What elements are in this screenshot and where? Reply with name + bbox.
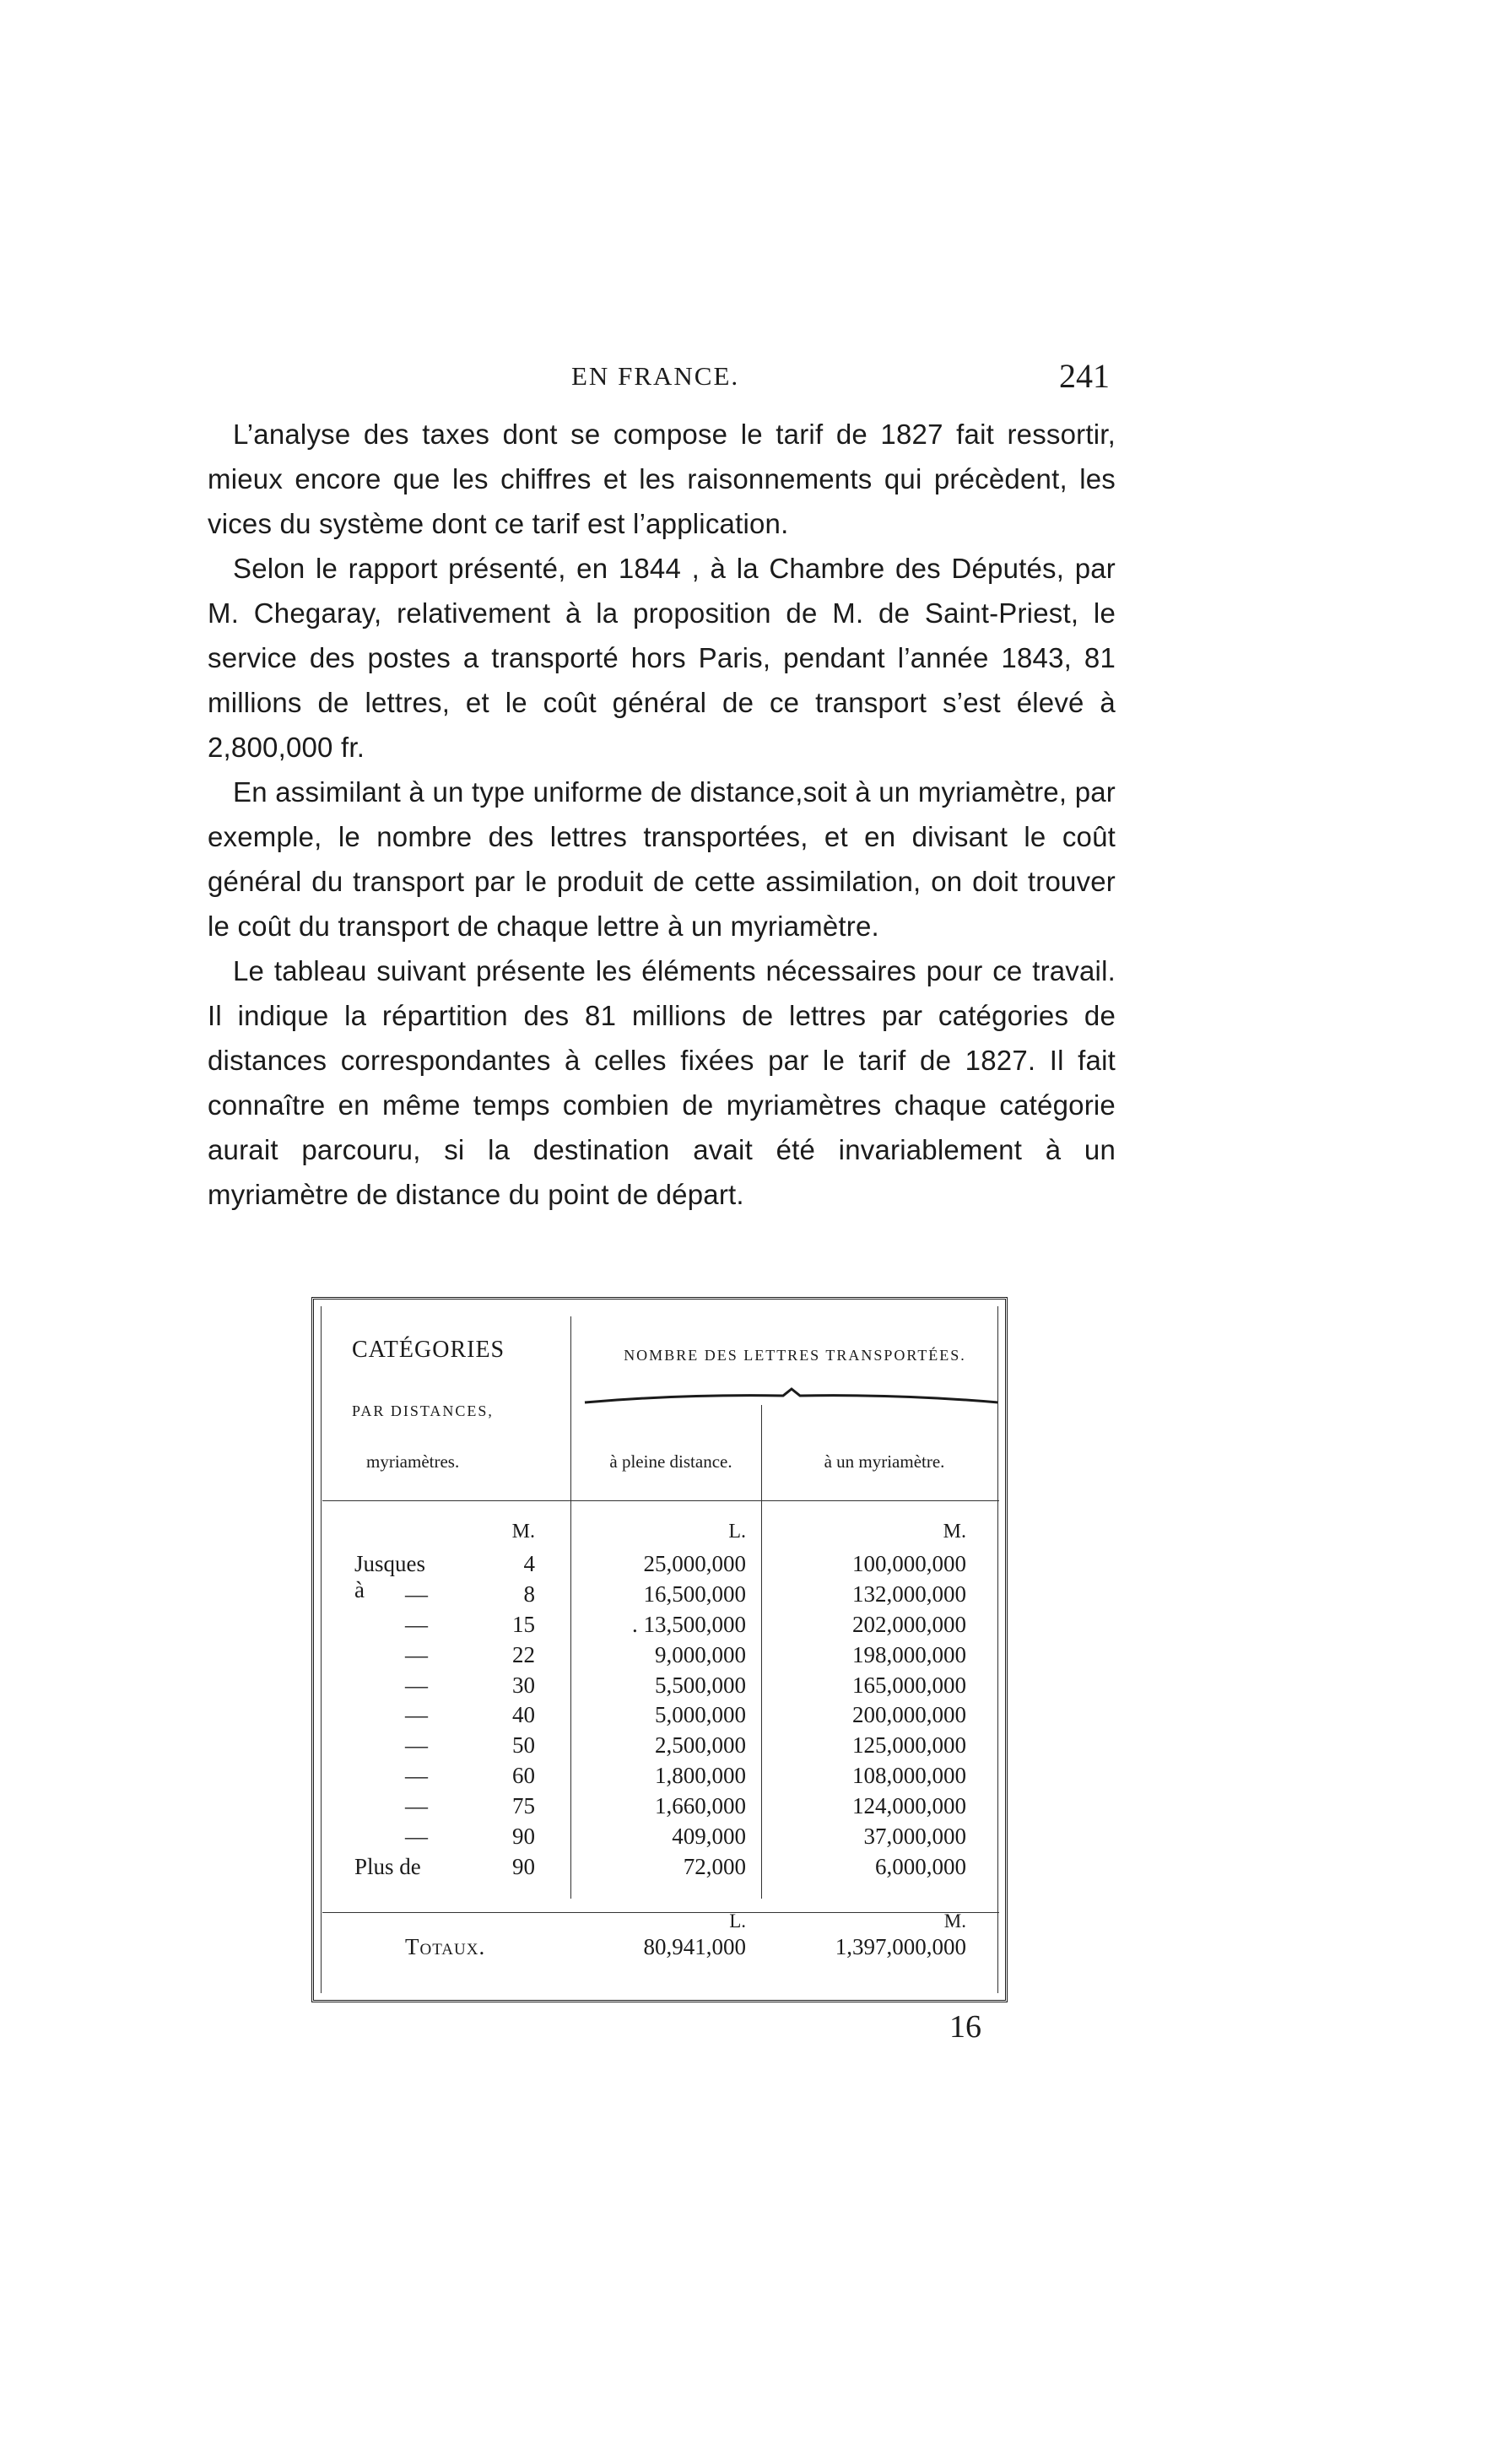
table-row [314, 1763, 1005, 1793]
row-distance: 15 [512, 1611, 535, 1637]
paragraph: En assimilant à un type uniforme de distance,soit à un myriamètre, par exemple, le nombre des lettres transportées, et en divisant le coût général du transport par le produit de cette assimilation, on doit trouver le coût du transport de chaque lettre à un myriamètre. [208, 776, 1116, 942]
row-distance: 40 [512, 1702, 535, 1728]
row-label: — [405, 1824, 428, 1850]
row-label: — [405, 1793, 428, 1819]
paragraph: Le tableau suivant présente les éléments nécessaires pour ce travail. Il indique la répartition des 81 millions de lettres par catégories de distances correspondantes à celles fixées par le tarif de 1827. Il fait connaître en même temps combien de myriamètres chaque catégorie aurait parcouru, si la destination avait été invariablement à un myriamètre de distance du point de départ. [208, 955, 1116, 1210]
totals-unit-full: L. [729, 1910, 746, 1932]
row-full-distance: . 13,500,000 [632, 1611, 746, 1637]
row-one-myriametre: 108,000,000 [852, 1763, 966, 1789]
row-label: — [405, 1611, 428, 1637]
row-one-myriametre: 165,000,000 [852, 1672, 966, 1698]
table-row [314, 1732, 1005, 1763]
row-one-myriametre: 132,000,000 [852, 1581, 966, 1607]
row-distance: 8 [523, 1581, 535, 1607]
header-categories-sub2: myriamètres. [366, 1451, 460, 1472]
row-distance: 60 [512, 1763, 535, 1789]
row-full-distance: 5,500,000 [655, 1672, 746, 1698]
table-body [314, 1521, 1005, 1884]
row-distance: 90 [512, 1853, 535, 1879]
totals-one-myriametre: 1,397,000,000 [835, 1934, 966, 1959]
row-distance: 50 [512, 1732, 535, 1759]
letters-table [311, 1297, 1008, 2002]
column-rule [761, 1405, 762, 1899]
row-label: — [405, 1672, 428, 1698]
row-full-distance: 25,000,000 [643, 1551, 746, 1576]
totals-rule [322, 1912, 999, 1913]
unit-dist: M. [511, 1521, 535, 1543]
totals-units-row [314, 1910, 1005, 1936]
running-title: EN FRANCE. [571, 361, 740, 391]
table-row [314, 1642, 1005, 1672]
row-one-myriametre: 202,000,000 [852, 1611, 966, 1637]
row-label: — [405, 1641, 428, 1667]
row-full-distance: 2,500,000 [655, 1732, 746, 1759]
table-row [314, 1793, 1005, 1824]
header-letters: NOMBRE DES LETTRES TRANSPORTÉES. [624, 1347, 966, 1364]
row-one-myriametre: 200,000,000 [852, 1702, 966, 1728]
row-distance: 75 [512, 1793, 535, 1819]
paragraph: Selon le rapport présenté, en 1844 , à la Chambre des Députés, par M. Chegaray, relativement à la proposition de M. de Saint-Priest, le service des postes a transporté hors Paris, pendant l’année 1843, 81 millions de lettres, et le coût général de ce transport s’est élevé à 2,800,000 fr. [208, 553, 1116, 763]
row-one-myriametre: 125,000,000 [852, 1732, 966, 1759]
table-header [314, 1300, 1005, 1510]
table-row [314, 1672, 1005, 1703]
row-full-distance: 72,000 [683, 1853, 746, 1879]
column-rule [570, 1316, 571, 1899]
table-row [314, 1702, 1005, 1732]
header-rule [322, 1500, 999, 1501]
row-full-distance: 5,000,000 [655, 1702, 746, 1728]
row-distance: 30 [512, 1672, 535, 1698]
header-brace [581, 1384, 1003, 1409]
row-label: Plus de [354, 1853, 421, 1879]
row-label: — [405, 1763, 428, 1789]
table-row [314, 1824, 1005, 1854]
totals-full-distance: 80,941,000 [643, 1934, 746, 1959]
row-one-myriametre: 37,000,000 [863, 1824, 966, 1850]
header-full-distance: à pleine distance. [609, 1451, 732, 1472]
row-label: — [405, 1732, 428, 1759]
table-row [314, 1612, 1005, 1642]
header-categories-sub1: PAR DISTANCES, [352, 1402, 494, 1419]
signature-mark: 16 [949, 2009, 981, 2045]
unit-full: L. [728, 1521, 746, 1543]
totals-label: Totaux. [405, 1934, 486, 1959]
row-one-myriametre: 198,000,000 [852, 1641, 966, 1667]
row-label: Jusques à [354, 1551, 426, 1602]
row-one-myriametre: 100,000,000 [852, 1551, 966, 1576]
row-distance: 4 [523, 1551, 535, 1576]
row-full-distance: 1,660,000 [655, 1793, 746, 1819]
table-row [314, 1581, 1005, 1612]
unit-myr: M. [943, 1521, 966, 1543]
row-full-distance: 9,000,000 [655, 1641, 746, 1667]
page-number: 241 [1059, 357, 1110, 395]
row-one-myriametre: 124,000,000 [852, 1793, 966, 1819]
totals-row [314, 1934, 1005, 1968]
row-full-distance: 409,000 [672, 1824, 746, 1850]
row-full-distance: 16,500,000 [643, 1581, 746, 1607]
header-one-myriametre: à un myriamètre. [824, 1451, 945, 1472]
row-label: — [405, 1702, 428, 1728]
table-row [314, 1854, 1005, 1884]
row-distance: 90 [512, 1824, 535, 1850]
page-header [0, 357, 1508, 412]
units-row [314, 1521, 1005, 1551]
header-categories: CATÉGORIES [352, 1337, 505, 1363]
totals-unit-myr: M. [943, 1910, 966, 1932]
row-distance: 22 [512, 1641, 535, 1667]
paragraph: L’analyse des taxes dont se compose le tarif de 1827 fait ressortir, mieux encore que les chiffres et les raisonnements qui précèdent, les vices du système dont ce tarif est l’application. [208, 419, 1116, 539]
row-one-myriametre: 6,000,000 [875, 1853, 966, 1879]
row-full-distance: 1,800,000 [655, 1763, 746, 1789]
row-label: — [405, 1581, 428, 1607]
body-text [208, 412, 1116, 1217]
